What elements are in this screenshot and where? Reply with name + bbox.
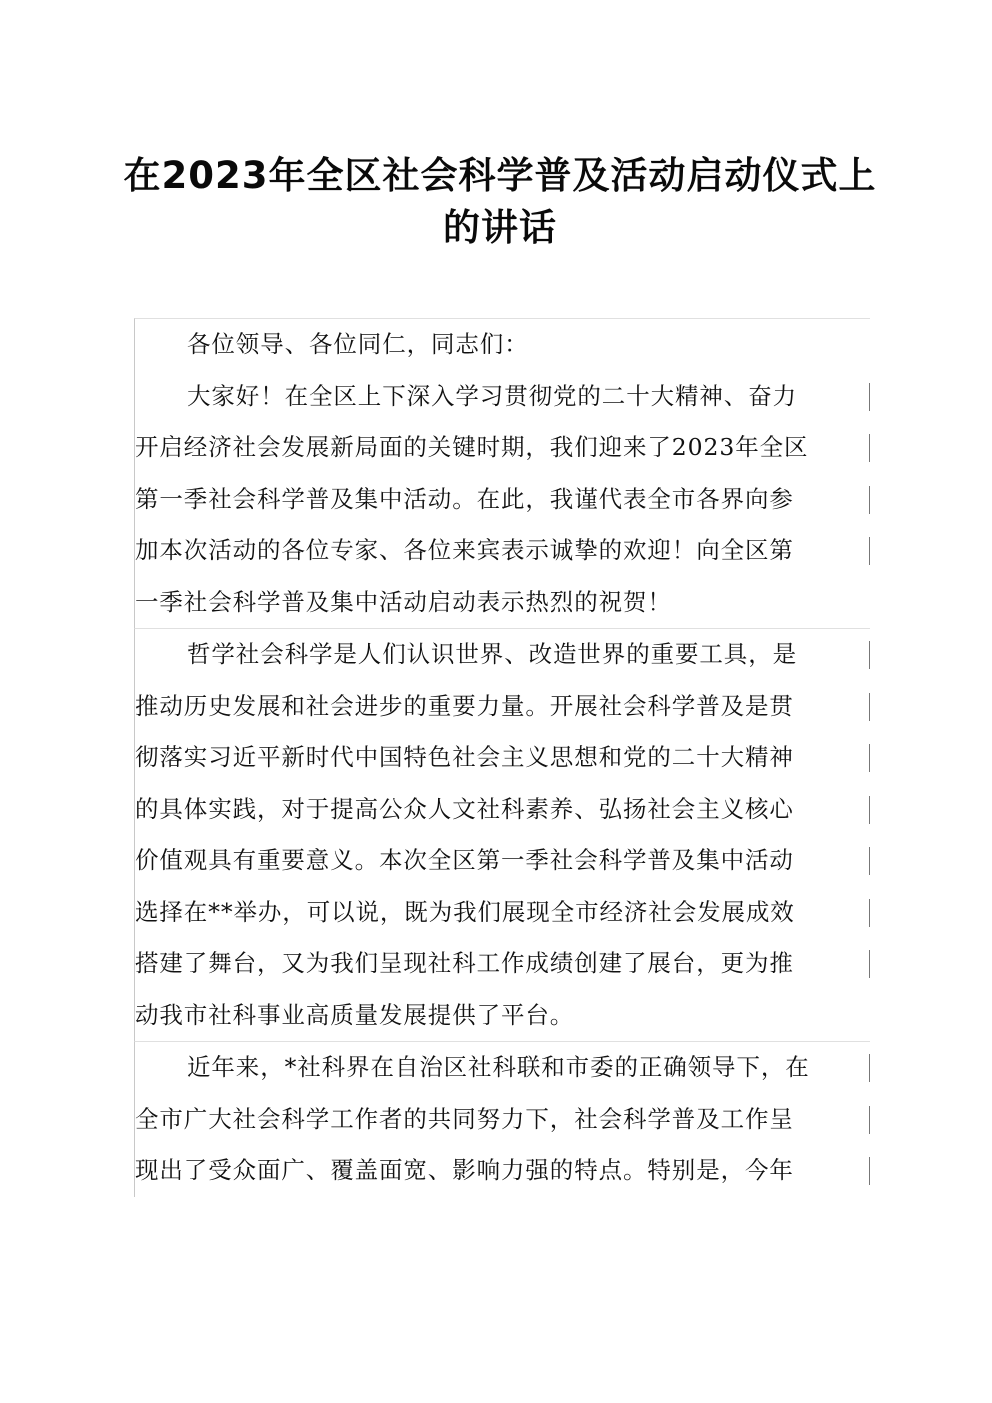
text-line: 第一季社会科学普及集中活动。在此，我谨代表全市各界向参 [135, 474, 870, 526]
title-line-1: 在2023年全区社会科学普及活动启动仪式上 [123, 154, 877, 197]
text-line: 哲学社会科学是人们认识世界、改造世界的重要工具，是 [135, 629, 870, 681]
text-line: 各位领导、各位同仁，同志们： [187, 330, 529, 358]
text-line: 大家好！在全区上下深入学习贯彻党的二十大精神、奋力 [135, 371, 870, 423]
page-title [100, 150, 900, 254]
paragraph-salutation [134, 318, 870, 371]
text-line: 搭建了舞台，又为我们呈现社科工作成绩创建了展台，更为推 [135, 938, 870, 990]
text-line: 推动历史发展和社会进步的重要力量。开展社会科学普及是贯 [135, 681, 870, 733]
text-line: 价值观具有重要意义。本次全区第一季社会科学普及集中活动 [135, 835, 870, 887]
document-body [134, 318, 870, 1197]
text-line: 彻落实习近平新时代中国特色社会主义思想和党的二十大精神 [135, 732, 870, 784]
text-line: 的具体实践，对于提高公众人文社科素养、弘扬社会主义核心 [135, 784, 870, 836]
text-line: 现出了受众面广、覆盖面宽、影响力强的特点。特别是，今年 [135, 1145, 870, 1197]
paragraph-greeting [134, 371, 870, 629]
text-line: 加本次活动的各位专家、各位来宾表示诚挚的欢迎！向全区第 [135, 525, 870, 577]
title-line-2: 的讲话 [443, 206, 557, 249]
text-line: 近年来，*社科界在自治区社科联和市委的正确领导下，在 [135, 1042, 870, 1094]
text-line: 全市广大社会科学工作者的共同努力下，社会科学普及工作呈 [135, 1094, 870, 1146]
paragraph-significance [134, 628, 870, 1041]
text-line: 开启经济社会发展新局面的关键时期，我们迎来了2023年全区 [135, 422, 870, 474]
text-line: 选择在**举办，可以说，既为我们展现全市经济社会发展成效 [135, 887, 870, 939]
text-line: 一季社会科学普及集中活动启动表示热烈的祝贺！ [135, 587, 672, 616]
text-line: 动我市社科事业高质量发展提供了平台。 [135, 1000, 575, 1029]
paragraph-recent-years [134, 1041, 870, 1197]
